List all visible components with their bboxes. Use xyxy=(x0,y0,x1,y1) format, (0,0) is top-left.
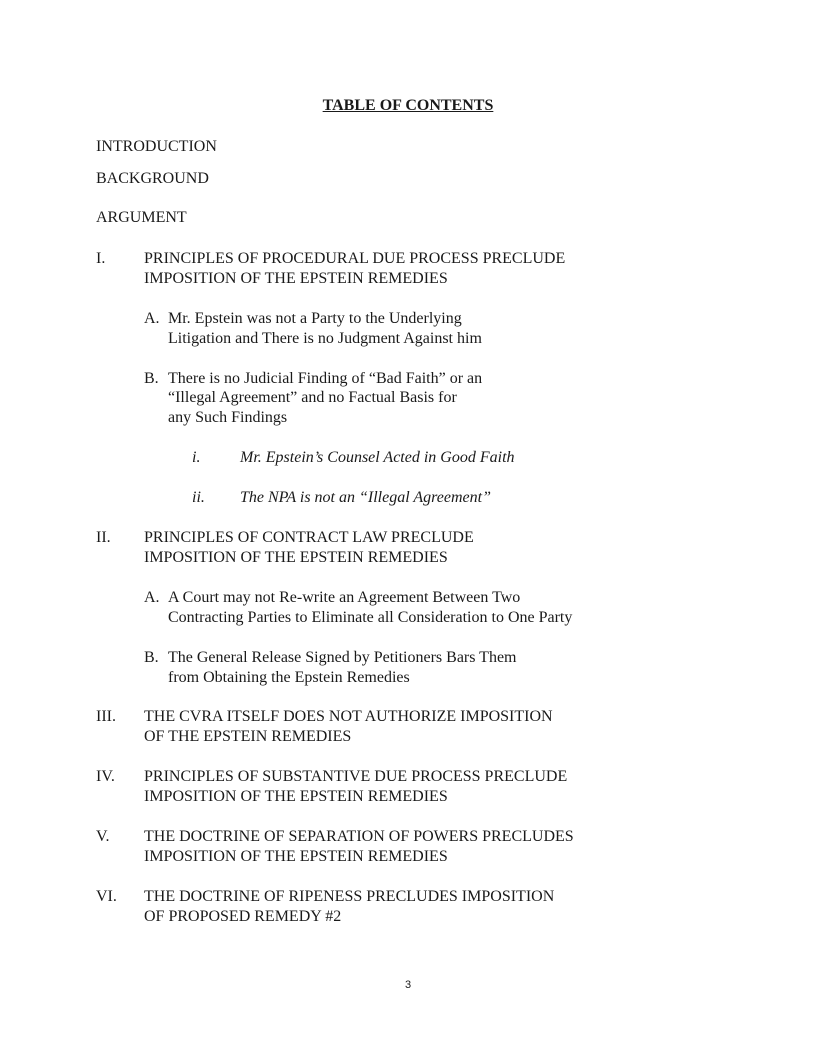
toc-section-3-line1: THE CVRA ITSELF DOES NOT AUTHORIZE IMPOSITION xyxy=(144,708,553,725)
toc-section-4-line2: IMPOSITION OF THE EPSTEIN REMEDIES xyxy=(144,788,448,805)
page-number: 3 xyxy=(404,979,412,991)
toc-section-1b-i-number: i. xyxy=(192,449,201,466)
toc-title: TABLE OF CONTENTS xyxy=(322,97,494,114)
toc-section-6-line2: OF PROPOSED REMEDY #2 xyxy=(144,908,342,925)
toc-section-4-number: IV. xyxy=(96,768,115,785)
toc-section-1-line2: IMPOSITION OF THE EPSTEIN REMEDIES xyxy=(144,270,448,287)
toc-section-2-number: II. xyxy=(96,529,111,546)
toc-section-1b-line3: any Such Findings xyxy=(168,409,288,426)
toc-section-2-line2: IMPOSITION OF THE EPSTEIN REMEDIES xyxy=(144,549,448,566)
toc-section-2-line1: PRINCIPLES OF CONTRACT LAW PRECLUDE xyxy=(144,529,474,546)
toc-section-1a-number: A. xyxy=(144,310,160,327)
toc-section-1-number: I. xyxy=(96,250,106,267)
toc-section-2b-line1: The General Release Signed by Petitioners Bars Them xyxy=(168,649,517,666)
toc-section-1a-line2: Litigation and There is no Judgment Against him xyxy=(168,330,482,347)
toc-section-2b-number: B. xyxy=(144,649,159,666)
toc-section-1b-i-text: Mr. Epstein’s Counsel Acted in Good Faith xyxy=(240,449,515,466)
toc-section-2b-line2: from Obtaining the Epstein Remedies xyxy=(168,669,410,686)
toc-section-3-number: III. xyxy=(96,708,116,725)
toc-section-1b-number: B. xyxy=(144,370,159,387)
toc-section-1a-line1: Mr. Epstein was not a Party to the Underlying xyxy=(168,310,462,327)
toc-section-5-line1: THE DOCTRINE OF SEPARATION OF POWERS PRECLUDES xyxy=(144,828,574,845)
toc-section-1b-line1: There is no Judicial Finding of “Bad Faith” or an xyxy=(168,370,483,387)
toc-section-5-line2: IMPOSITION OF THE EPSTEIN REMEDIES xyxy=(144,848,448,865)
toc-section-1b-ii-text: The NPA is not an “Illegal Agreement” xyxy=(240,489,491,506)
toc-section-2a-line1: A Court may not Re-write an Agreement Between Two xyxy=(168,589,521,606)
toc-section-1b-ii-number: ii. xyxy=(192,489,205,506)
toc-section-2a-line2: Contracting Parties to Eliminate all Consideration to One Party xyxy=(168,609,573,626)
toc-section-4-line1: PRINCIPLES OF SUBSTANTIVE DUE PROCESS PRECLUDE xyxy=(144,768,568,785)
toc-argument: ARGUMENT xyxy=(96,209,187,226)
toc-section-6-line1: THE DOCTRINE OF RIPENESS PRECLUDES IMPOSITION xyxy=(144,888,555,905)
toc-section-5-number: V. xyxy=(96,828,110,845)
toc-section-2a-number: A. xyxy=(144,589,160,606)
toc-section-1b-line2: “Illegal Agreement” and no Factual Basis for xyxy=(168,389,457,406)
toc-section-3-line2: OF THE EPSTEIN REMEDIES xyxy=(144,728,352,745)
toc-section-6-number: VI. xyxy=(96,888,117,905)
toc-background: BACKGROUND xyxy=(96,170,209,187)
toc-section-1-line1: PRINCIPLES OF PROCEDURAL DUE PROCESS PRECLUDE xyxy=(144,250,566,267)
toc-introduction: INTRODUCTION xyxy=(96,138,217,155)
